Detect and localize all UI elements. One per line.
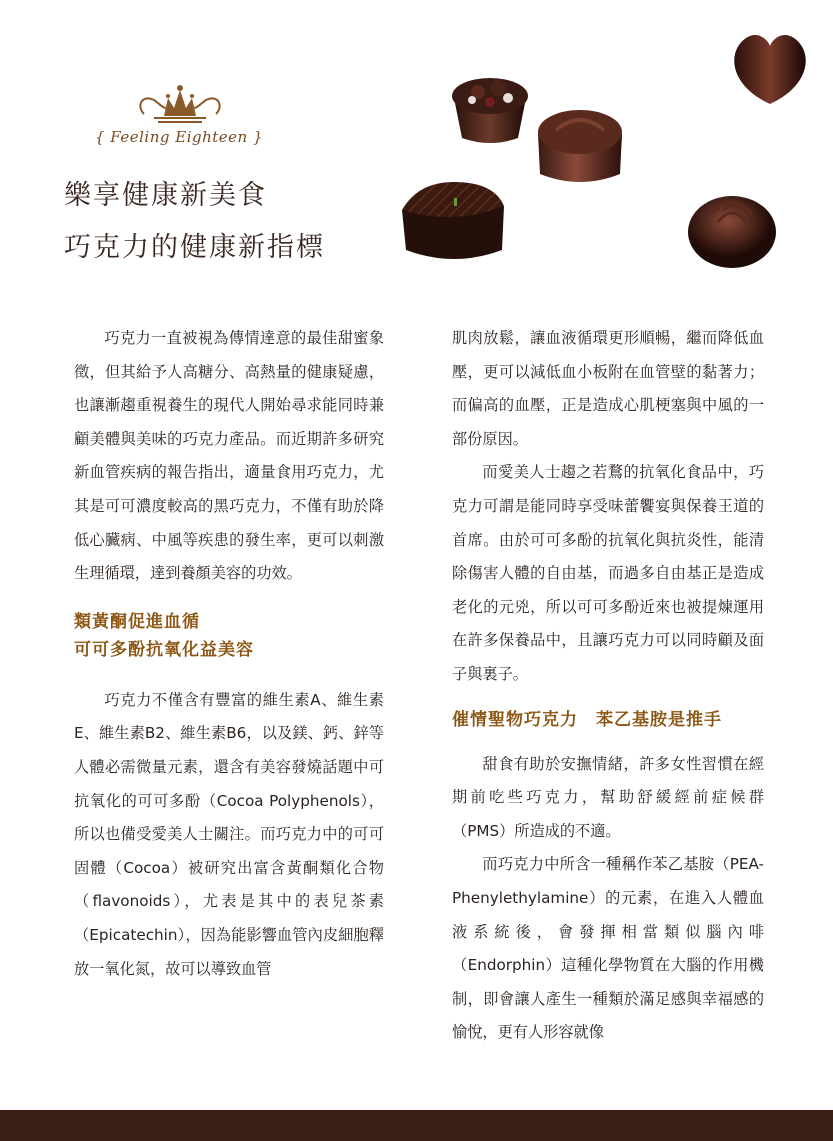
chocolate-rose-image [684,180,780,272]
paragraph: 巧克力一直被視為傳情達意的最佳甜蜜象徵，但其給予人高糖分、高熱量的健康疑慮，也讓漸趨重視養生的現代人開始尋求能同時兼顧美體與美味的巧克力產品。而近期許多研究新血管疾病的報告指出，適量食用巧克力，尤其是可可濃度較高的黑巧克力，不僅有助於降低心臟病、中風等疾患的發生率，更可以刺激生理循環，達到養顏美容的功效。 [74,329,384,583]
article-column-right [452,322,764,1050]
section-title-line-1: 類黃酮促進血循 [74,611,200,632]
section-title: 催情聖物巧克力 苯乙基胺是推手 [452,709,722,730]
crown-icon [134,84,226,128]
brand-logo [74,84,284,164]
section-title-line-2: 可可多酚抗氧化益美容 [74,639,254,660]
footer-bar [0,1110,833,1141]
section-title [74,608,384,664]
title-line-2: 巧克力的健康新指標 [64,232,325,263]
paragraph: 而巧克力中所含一種稱作苯乙基胺（PEA-Phenylethylamine）的元素，在進入人體血液系統後，會發揮相當類似腦內啡（Endorphin）這種化學物質在大腦的作用機制，即會讓人產生一種類於滿足感與幸福感的愉悅，更有人形容就像 [452,855,764,1042]
article-column-left [74,322,384,986]
paragraph: 巧克力不僅含有豐富的維生素A、維生素E、維生素B2、維生素B6，以及鎂、鈣、鋅等人體必需微量元素，還含有美容發燒話題中可抗氧化的可可多酚（Cocoa Polyphenols），所以也備受愛美人士關注。而巧克力中的可可固體（Cocoa）被研究出富含黃酮類化合物（flavonoids），尤表是其中的表兒茶素（Epicatechin），因為能影響血管內皮細胞釋放一氧化氮，故可以導致血管 [74,690,384,978]
page-title [64,170,325,274]
paragraph: 而愛美人士趨之若鶩的抗氧化食品中，巧克力可謂是能同時享受味蕾饗宴與保養王道的首席。由於可可多酚的抗氧化與抗炎性，能清除傷害人體的自由基，而過多自由基正是造成老化的元兇，所以可可多酚近來也被提煉運用在許多保養品中，且讓巧克力可以同時顧及面子與裏子。 [452,463,764,683]
chocolate-heart-image [726,30,814,110]
paragraph: 肌肉放鬆，讓血液循環更形順暢，繼而降低血壓，更可以減低血小板附在血管壁的黏著力；而偏高的血壓，正是造成心肌梗塞與中風的一部份原因。 [452,329,764,448]
chocolate-cup-image [448,72,532,148]
logo-text: { Feeling Eighteen } [94,128,264,146]
chocolate-round-image [534,104,626,190]
title-line-1: 樂享健康新美食 [64,180,267,211]
chocolate-square-image [398,176,508,268]
paragraph: 甜食有助於安撫情緒，許多女性習慣在經期前吃些巧克力，幫助舒緩經前症候群（PMS）所造成的不適。 [452,754,764,840]
